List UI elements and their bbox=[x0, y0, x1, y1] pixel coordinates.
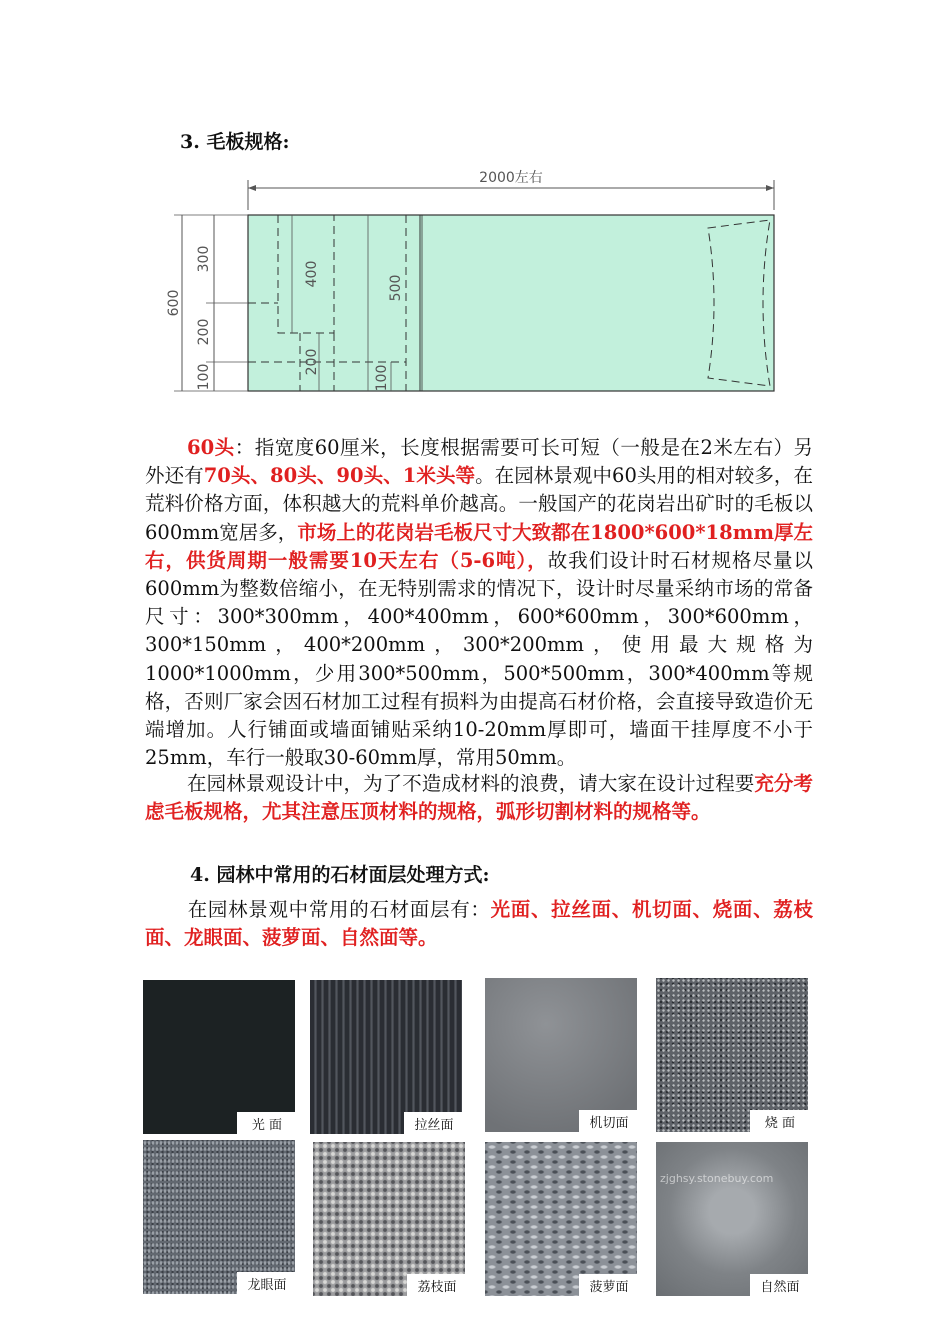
length-label: 2000左右 bbox=[479, 170, 543, 186]
tile-caption: 菠萝面 bbox=[579, 1274, 637, 1296]
tile-bush-hammered bbox=[313, 1142, 465, 1296]
tile-polished bbox=[143, 980, 295, 1134]
tile-longan bbox=[143, 1140, 295, 1294]
body-text: 在园林景观设计中，为了不造成材料的浪费，请大家在设计过程要 bbox=[187, 772, 755, 795]
watermark-text: zjghsy.stonebuy.com bbox=[660, 1172, 774, 1185]
tile-pineapple bbox=[485, 1142, 637, 1296]
dim-inner-200: 200 bbox=[304, 348, 320, 376]
red-text: 60头 bbox=[187, 436, 235, 459]
tile-machine-cut bbox=[485, 978, 637, 1132]
red-text: 光面、拉丝面、机切面、烧面、荔枝面、龙眼面、菠萝面、自然面等。 bbox=[145, 898, 813, 950]
dim-500: 500 bbox=[388, 274, 404, 302]
red-text: 充分考虑毛板规格，尤其注意压顶材料的规格，弧形切割材料的规格等。 bbox=[145, 772, 813, 824]
tile-caption: 烧 面 bbox=[750, 1110, 808, 1132]
dim-100: 100 bbox=[196, 363, 212, 391]
dim-inner-100: 100 bbox=[374, 364, 390, 392]
body-text: 在园林景观中常用的石材面层有： bbox=[187, 898, 491, 921]
tile-flamed bbox=[656, 978, 808, 1132]
slab-rect bbox=[248, 215, 774, 391]
red-text: 70头、80头、90头、1米头等 bbox=[203, 464, 476, 488]
section-4-heading: 4. 园林中常用的石材面层处理方式: bbox=[190, 864, 490, 886]
tile-caption: 荔枝面 bbox=[407, 1274, 465, 1296]
tile-caption: 自然面 bbox=[750, 1274, 808, 1296]
dim-200: 200 bbox=[196, 318, 212, 346]
tile-brushed bbox=[310, 980, 462, 1134]
slab-dimension-diagram bbox=[160, 160, 790, 400]
slab-spec-paragraph bbox=[145, 434, 813, 772]
body-text: 故我们设计时石材规格尽量以600mm为整数倍缩小，在无特别需求的情况下，设计时尽量采纳市场的常备尺寸：300*300mm，400*400mm，600*600mm，300*600mm，300*150mm，400*200mm，300*200mm，使用最大规格为1000*1000mm，少用300*500mm，500*500mm，300*400mm等规格，否则厂家会因石材加工过程有损料为由提高石材价格，会直接导致造价无端增加。人行铺面或墙面铺贴采纳10-20mm厚即可，墙面干挂厚度不小于25mm，车行一般取30-60mm厚，常用50mm。 bbox=[145, 548, 813, 770]
section-3-heading: 3. 毛板规格: bbox=[180, 131, 290, 153]
tile-caption: 拉丝面 bbox=[404, 1112, 462, 1134]
tile-caption: 龙眼面 bbox=[237, 1272, 295, 1294]
body-text: ：指宽度60厘米，长度根据需要可长可短（一般是在2米左右）另外还有 bbox=[145, 436, 813, 488]
body-text: 。在园林景观中60头用的相对较多，在荒料价格方面，体积越大的荒料单价越高。一般国产的花岗岩出矿时的毛板以600mm宽居多， bbox=[145, 464, 813, 544]
tile-caption: 光 面 bbox=[237, 1112, 295, 1134]
dim-300: 300 bbox=[196, 245, 212, 273]
tile-caption: 机切面 bbox=[579, 1110, 637, 1132]
red-text: 市场上的花岗岩毛板尺寸大致都在1800*600*18mm厚左右，供货周期一般需要10天左右（5-6吨）， bbox=[145, 520, 814, 572]
height-label: 600 bbox=[166, 289, 182, 317]
tile-natural bbox=[656, 1142, 808, 1296]
dim-400: 400 bbox=[304, 260, 320, 288]
design-note-paragraph bbox=[145, 770, 813, 826]
finish-types-paragraph bbox=[145, 896, 813, 952]
